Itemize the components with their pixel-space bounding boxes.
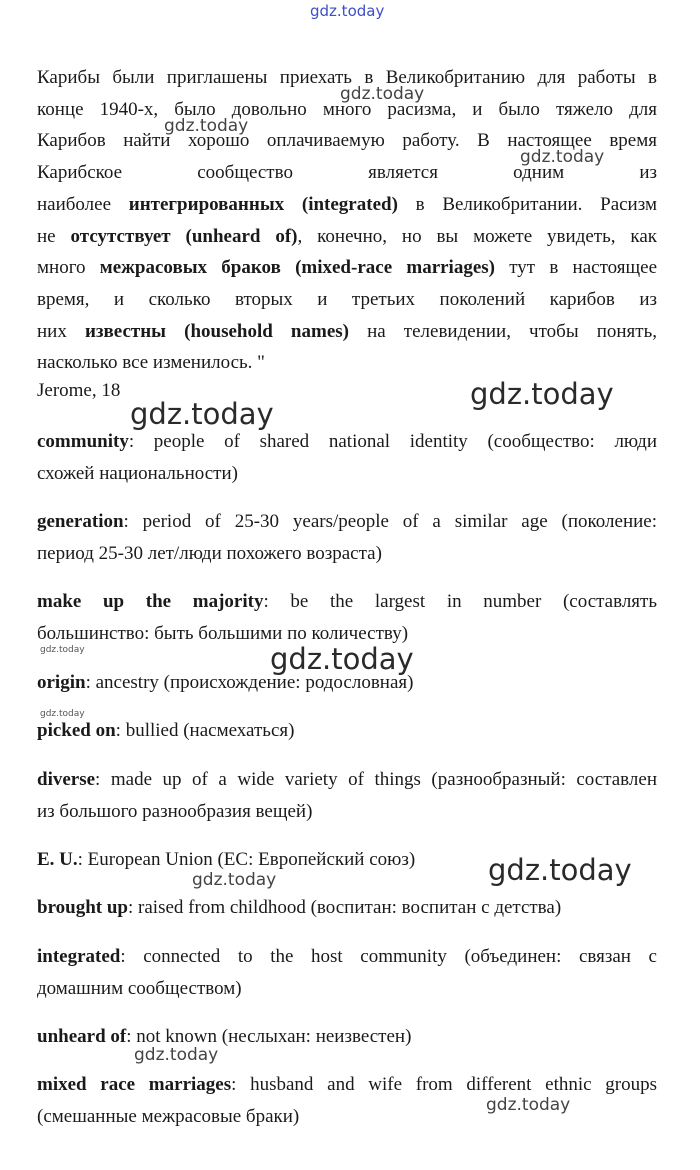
highlight-term: интегрированных (integrated) xyxy=(128,193,398,215)
definition-item: mixed race marriages: husband and wife from different ethnic groups (смешанные межрасовые браки) xyxy=(37,1074,657,1127)
watermark: gdz.today xyxy=(486,1095,571,1115)
watermark: gdz.today xyxy=(488,853,632,887)
definition-term: community xyxy=(37,431,129,452)
watermark: gdz.today xyxy=(40,645,85,655)
definition-item: picked on: bullied (насмехаться) xyxy=(37,720,295,741)
definition-term: integrated xyxy=(37,946,121,967)
definition-item: diverse: made up of a wide variety of things (разнообразный: составлен из большого разнообразия вещей) xyxy=(37,769,657,822)
highlight-term: межрасовых браков (mixed-race marriages) xyxy=(99,257,495,279)
watermark: gdz.today xyxy=(134,1045,219,1065)
definition-term: mixed race marriages xyxy=(37,1074,232,1095)
paragraph-line: Карибы были приглашены приехать в Великобританию для работы в xyxy=(37,67,657,88)
definition-item: integrated: connected to the host community (объединен: связан с домашним сообществом) xyxy=(37,946,657,999)
watermark: gdz.today xyxy=(40,709,85,719)
definition-item: origin: ancestry (происхождение: родословная) xyxy=(37,672,414,693)
definition-term: unheard of xyxy=(37,1026,127,1047)
definition-term: make up the majority xyxy=(37,591,264,612)
definition-term: diverse xyxy=(37,769,96,790)
definition-item: make up the majority: be the largest in number (составлять большинство: быть большими по количеству) xyxy=(37,591,658,644)
author-signature: Jerome, 18 xyxy=(37,380,121,401)
watermark: gdz.today xyxy=(192,870,277,890)
paragraph-line: наиболее интегрированных (integrated) в Великобритании. Расизм xyxy=(37,193,657,215)
watermark: gdz.today xyxy=(270,642,414,676)
paragraph-line: конце 1940-х, было довольно много расизма, и было тяжело для xyxy=(37,98,657,120)
definition-term: E. U. xyxy=(37,849,78,870)
definition-term: picked on xyxy=(37,720,116,741)
site-watermark-top: gdz.today xyxy=(310,2,385,20)
text-paragraph xyxy=(37,62,657,379)
definition-term: origin xyxy=(37,672,86,693)
definition-item: community: people of shared national identity (сообщество: люди схожей национальности) xyxy=(37,431,657,484)
definition-item: brought up: raised from childhood (воспитан: воспитан с детства) xyxy=(37,897,562,918)
watermark: gdz.today xyxy=(470,377,614,411)
definition-item: generation: period of 25-30 years/people of a similar age (поколение: период 25-30 лет/люди похожего возраста) xyxy=(37,511,657,564)
highlight-term: известны (household names) xyxy=(84,320,349,342)
definition-term: brought up xyxy=(37,897,129,918)
watermark: gdz.today xyxy=(520,147,605,167)
watermark: gdz.today xyxy=(130,397,274,431)
paragraph-line: Карибское сообщество является одним из xyxy=(37,162,657,184)
watermark: gdz.today xyxy=(340,84,425,104)
paragraph-line: время, и сколько вторых и третьих поколений карибов из xyxy=(37,288,657,310)
paragraph-line: них известны (household names) на телевидении, чтобы понять, xyxy=(37,320,657,342)
paragraph-line: много межрасовых браков (mixed-race marriages) тут в настоящее xyxy=(37,257,658,279)
paragraph-line: не отсутствует (unheard of), конечно, но вы можете увидеть, как xyxy=(37,225,658,247)
highlight-term: отсутствует (unheard of) xyxy=(70,225,298,247)
definition-item: E. U.: European Union (ЕС: Европейский союз) xyxy=(37,849,416,870)
definition-item: unheard of: not known (неслыхан: неизвестен) xyxy=(37,1026,412,1047)
definition-term: generation xyxy=(37,511,124,532)
watermark: gdz.today xyxy=(164,116,249,136)
paragraph-line: Карибов найти хорошо оплачиваемую работу. В настоящее время xyxy=(37,130,657,152)
paragraph-line: насколько все изменилось. " xyxy=(37,352,265,374)
